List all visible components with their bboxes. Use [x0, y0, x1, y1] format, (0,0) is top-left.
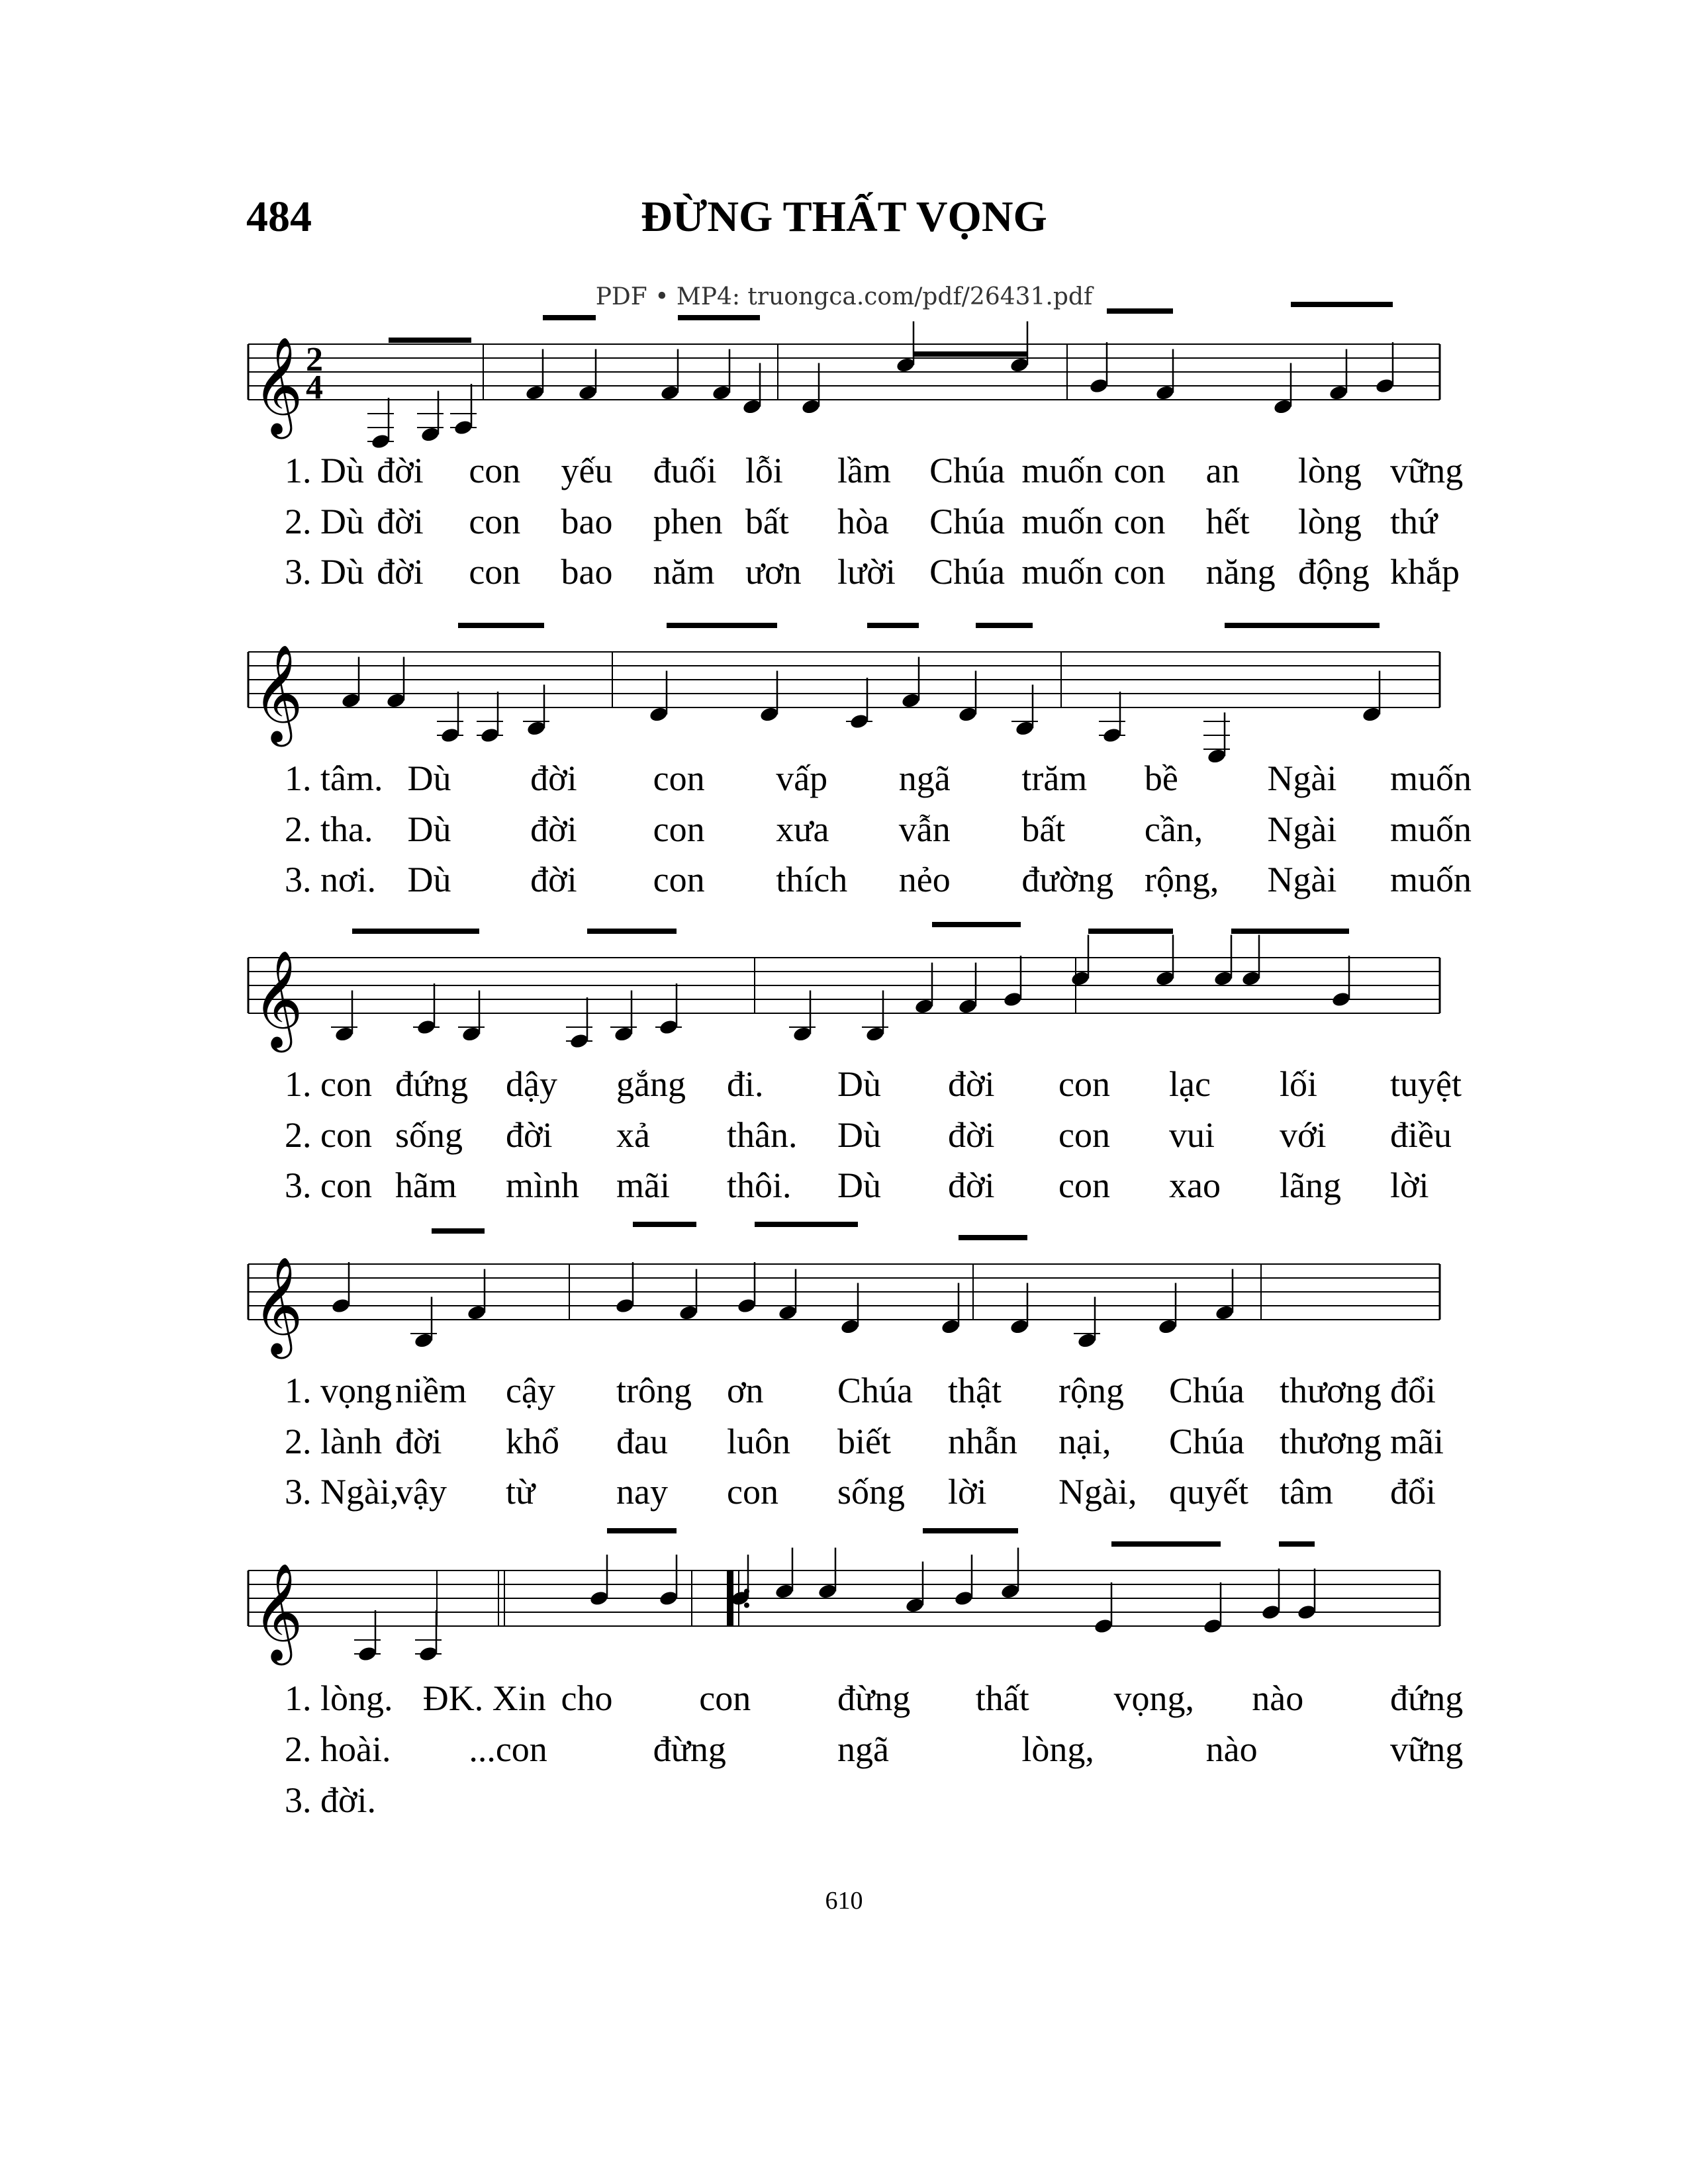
lyric-syllable: muốn [1390, 758, 1472, 798]
source-line: PDF • MP4: truongca.com/pdf/26431.pdf [595, 283, 1093, 310]
lyric-syllable: bất [745, 502, 789, 541]
lyric-syllable: vững [1390, 1729, 1464, 1769]
lyric-syllable: ngã [837, 1729, 889, 1769]
lyric-syllable: quyết [1169, 1472, 1248, 1512]
lyric-syllable: đời [377, 552, 424, 592]
lyric-syllable: Ngài [1267, 758, 1337, 798]
lyric-syllable: 3. nơi. [285, 860, 377, 899]
lyric-syllable: bề [1144, 758, 1178, 798]
lyric-syllable: Chúa [929, 502, 1006, 541]
lyric-syllable: đường [1021, 860, 1114, 899]
lyric-syllable: con [1058, 1165, 1110, 1205]
lyric-syllable: nẻo [898, 860, 951, 899]
lyric-verse-1 [0, 1678, 1688, 1724]
lyric-syllable: an [1205, 451, 1240, 490]
lyric-syllable: Dù [837, 1064, 881, 1104]
lyric-syllable: khắp [1390, 552, 1460, 592]
lyric-syllable: cho [561, 1678, 613, 1718]
lyric-syllable: Chúa [929, 552, 1006, 592]
lyric-syllable: muốn [1021, 552, 1103, 592]
lyric-syllable: đừng [837, 1678, 911, 1718]
lyric-syllable: thứ [1390, 502, 1438, 541]
lyric-syllable: nào [1205, 1729, 1258, 1769]
lyric-syllable: thật [948, 1371, 1002, 1410]
lyric-syllable: 1. con [285, 1064, 372, 1104]
lyric-verse-3 [0, 1780, 1688, 1826]
lyric-syllable: con [699, 1678, 751, 1718]
lyric-syllable: lời [948, 1472, 987, 1512]
lyric-syllable: năng [1205, 552, 1276, 592]
lyric-syllable: xưa [776, 809, 829, 849]
lyric-syllable: 1. vọng [285, 1371, 392, 1410]
lyric-syllable: mình [506, 1165, 580, 1205]
note-beam [1111, 1541, 1221, 1547]
lyric-syllable: rộng [1058, 1371, 1124, 1410]
lyric-syllable: con [653, 809, 705, 849]
lyric-syllable: vấp [776, 758, 828, 798]
repeat-dot [744, 1603, 749, 1608]
treble-clef-icon: 𝄞 [253, 950, 303, 1048]
lyric-syllable: xả [616, 1115, 650, 1155]
lyric-syllable: lời [1390, 1165, 1429, 1205]
lyric-syllable: vững [1390, 451, 1464, 490]
treble-clef-icon: 𝄞 [253, 644, 303, 743]
lyric-syllable: thất [975, 1678, 1029, 1718]
lyric-syllable: đời [377, 502, 424, 541]
lyric-syllable: rộng, [1144, 860, 1219, 899]
lyric-syllable: 1. Dù [285, 451, 364, 490]
lyric-syllable: động [1297, 552, 1370, 592]
lyric-syllable: muốn [1021, 451, 1103, 490]
lyric-verse-2 [0, 1729, 1688, 1775]
lyric-syllable: trăm [1021, 758, 1088, 798]
lyric-syllable: vui [1169, 1115, 1215, 1155]
treble-clef-icon: 𝄞 [253, 1563, 303, 1661]
lyric-syllable: lãng [1280, 1165, 1341, 1205]
note-head [1297, 1604, 1317, 1621]
note-beam [607, 1528, 677, 1533]
time-signature-top: 2 [306, 341, 323, 379]
lyric-syllable: năm [653, 552, 715, 592]
lyric-syllable: Chúa [1169, 1371, 1244, 1410]
note-head [1261, 1604, 1282, 1621]
lyric-syllable: muốn [1390, 809, 1472, 849]
lyric-syllable: 3. con [285, 1165, 372, 1205]
note-head [1094, 1617, 1114, 1635]
lyric-syllable: vậy [395, 1472, 447, 1512]
lyric-syllable: đứng [1390, 1678, 1464, 1718]
lyric-syllable: luôn [727, 1422, 791, 1461]
note-head [818, 1583, 838, 1600]
lyric-syllable: lòng [1297, 502, 1362, 541]
lyric-syllable: nay [616, 1472, 668, 1512]
lyric-syllable: lỗi [745, 451, 783, 490]
lyric-syllable: Ngài [1267, 860, 1337, 899]
lyric-syllable: ngã [898, 758, 951, 798]
lyric-syllable: xao [1169, 1165, 1221, 1205]
lyric-syllable: 2. Dù [285, 502, 364, 541]
lyric-syllable: đuối [653, 451, 717, 490]
lyric-syllable: Dù [837, 1115, 881, 1155]
lyric-syllable: yếu [561, 451, 613, 490]
lyric-syllable: dậy [506, 1064, 557, 1104]
lyric-syllable: con [653, 758, 705, 798]
lyric-syllable: tâm [1280, 1472, 1333, 1512]
lyric-syllable: ươn [745, 552, 802, 592]
lyric-syllable: lạc [1169, 1064, 1211, 1104]
lyric-syllable: mãi [616, 1165, 670, 1205]
lyric-syllable: đời [530, 860, 577, 899]
note-beam [923, 1528, 1018, 1533]
lyric-syllable: muốn [1021, 502, 1103, 541]
lyric-syllable: con [1113, 451, 1166, 490]
lyric-syllable: Ngài [1267, 809, 1337, 849]
lyric-syllable: niềm [395, 1371, 467, 1410]
lyric-syllable: thích [776, 860, 848, 899]
lyric-syllable: 1. tâm. [285, 758, 383, 798]
lyric-syllable: Chúa [929, 451, 1006, 490]
lyric-syllable: khổ [506, 1422, 559, 1461]
lyric-syllable: đứng [395, 1064, 469, 1104]
lyric-syllable: Dù [837, 1165, 881, 1205]
lyric-syllable: con [1058, 1064, 1110, 1104]
note-head [589, 1590, 610, 1607]
lyric-syllable: sống [395, 1115, 463, 1155]
lyric-syllable: cần, [1144, 809, 1203, 849]
page-number: 610 [825, 1887, 863, 1915]
lyric-syllable: Ngài, [1058, 1472, 1137, 1512]
lyric-syllable: vẫn [898, 809, 951, 849]
lyric-syllable: trông [616, 1371, 692, 1410]
lyric-syllable: con [469, 502, 521, 541]
lyric-syllable: bất [1021, 809, 1066, 849]
lyric-syllable: con [653, 860, 705, 899]
lyric-syllable: đời [395, 1422, 442, 1461]
note-head [905, 1597, 925, 1614]
lyric-syllable: nại, [1058, 1422, 1111, 1461]
lyric-syllable: lười [837, 552, 896, 592]
lyric-syllable: cậy [506, 1371, 555, 1410]
lyric-syllable: sống [837, 1472, 906, 1512]
lyric-syllable: biết [837, 1422, 891, 1461]
lyric-syllable: muốn [1390, 860, 1472, 899]
lyric-syllable: đi. [727, 1064, 764, 1104]
lyric-syllable: đổi [1390, 1371, 1436, 1410]
lyric-syllable: lòng, [1021, 1729, 1094, 1769]
lyric-syllable: lòng [1297, 451, 1362, 490]
song-number: 484 [246, 193, 312, 241]
lyric-syllable: đời [530, 758, 577, 798]
lyric-syllable: Dù [407, 809, 451, 849]
lyric-syllable: ơn [727, 1371, 764, 1410]
lyric-syllable: từ [506, 1472, 536, 1512]
lyric-syllable: đời [530, 809, 577, 849]
lyric-syllable: con [1058, 1115, 1110, 1155]
lyric-syllable: con [1113, 552, 1166, 592]
lyric-syllable: 3. Dù [285, 552, 364, 592]
lyric-syllable: 2. lành [285, 1422, 382, 1461]
treble-clef-icon: 𝄞 [253, 336, 303, 435]
lyric-syllable: con [469, 451, 521, 490]
lyric-syllable: mãi [1390, 1422, 1444, 1461]
lyric-syllable: Chúa [1169, 1422, 1244, 1461]
lyric-syllable: 1. lòng. [285, 1678, 393, 1718]
time-signature-bottom: 4 [306, 369, 323, 406]
lyric-syllable: 3. đời. [285, 1780, 377, 1820]
lyric-syllable: đổi [1390, 1472, 1436, 1512]
staff-svg [0, 1524, 1688, 1696]
lyric-syllable: nào [1252, 1678, 1304, 1718]
lyric-syllable: nhẫn [948, 1422, 1017, 1461]
lyric-syllable: lối [1280, 1064, 1318, 1104]
song-title: ĐỪNG THẤT VỌNG [641, 193, 1047, 241]
lyric-syllable: đời [948, 1064, 995, 1104]
lyric-syllable: đời [948, 1115, 995, 1155]
lyric-syllable: tuyệt [1390, 1064, 1462, 1104]
lyric-syllable: đời [377, 451, 424, 490]
lyric-syllable: hãm [395, 1165, 457, 1205]
lyric-syllable: con [469, 552, 521, 592]
lyric-syllable: hết [1205, 502, 1250, 541]
lyric-syllable: vọng, [1113, 1678, 1194, 1718]
lyric-syllable: lầm [837, 451, 891, 490]
note-head [1000, 1583, 1021, 1600]
lyric-syllable: con [1113, 502, 1166, 541]
lyric-syllable: bao [561, 502, 613, 541]
lyric-syllable: Chúa [837, 1371, 913, 1410]
lyric-syllable: thương [1280, 1422, 1382, 1461]
note-head [659, 1590, 679, 1607]
lyric-syllable: với [1280, 1115, 1327, 1155]
lyric-syllable: đau [616, 1422, 668, 1461]
lyric-syllable: 2. con [285, 1115, 372, 1155]
lyric-syllable: thương [1280, 1371, 1382, 1410]
lyric-syllable: hòa [837, 502, 889, 541]
lyric-syllable: ĐK. Xin [422, 1678, 546, 1718]
lyric-syllable: đời [506, 1115, 553, 1155]
lyric-syllable: bao [561, 552, 613, 592]
lyric-syllable: thân. [727, 1115, 798, 1155]
lyric-syllable: Dù [407, 860, 451, 899]
lyric-syllable: đời [948, 1165, 995, 1205]
treble-clef-icon: 𝄞 [253, 1256, 303, 1355]
lyric-syllable: Dù [407, 758, 451, 798]
lyric-syllable: 2. hoài. [285, 1729, 391, 1769]
note-head [954, 1590, 974, 1607]
lyric-syllable: phen [653, 502, 723, 541]
note-head [1203, 1617, 1223, 1635]
lyric-syllable: ...con [469, 1729, 547, 1769]
note-beam [1279, 1541, 1315, 1547]
lyric-syllable: đừng [653, 1729, 726, 1769]
lyric-syllable: gắng [616, 1064, 686, 1104]
lyric-syllable: điều [1390, 1115, 1452, 1155]
lyric-syllable: con [727, 1472, 778, 1512]
lyric-syllable: 3. Ngài, [285, 1472, 399, 1512]
lyric-syllable: 2. tha. [285, 809, 373, 849]
note-head [774, 1583, 795, 1600]
lyric-syllable: thôi. [727, 1165, 792, 1205]
